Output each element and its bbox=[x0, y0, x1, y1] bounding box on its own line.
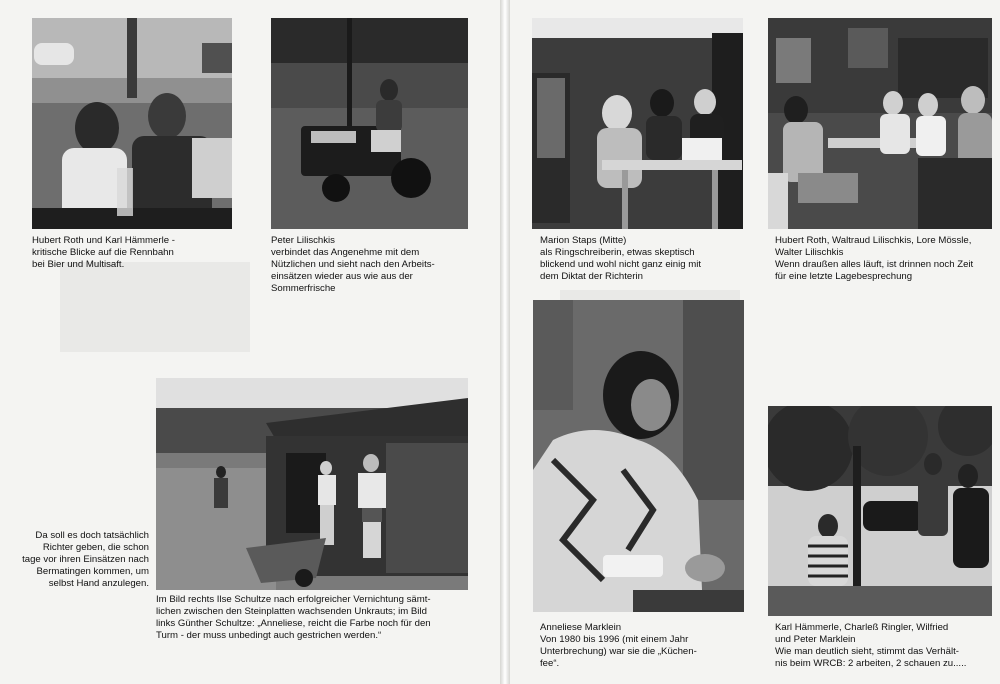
photo-ring-scribe bbox=[532, 18, 743, 229]
caption-photo-3-side: Da soll es doch tatsächlich Richter geben, die schon tage vor ihren Einsätzen nach Bermatingen kommen, um selbst Hand anzulegen. bbox=[22, 530, 149, 589]
photo-peter-tractor bbox=[271, 18, 468, 229]
photo-hubert-karl-beer bbox=[32, 18, 232, 229]
caption-photo-3: Im Bild rechts Ilse Schultze nach erfolgreicher Vernichtung sämt- lichen zwischen den Steinplatten wachsenden Unkrauts; im Bild links Günther Schultze: „Anneliese, reicht die Farbe noch für den Turm - der muss unbedingt auch gestrichen werden.“ bbox=[156, 594, 431, 641]
photo-outdoor-work bbox=[768, 406, 992, 616]
caption-photo-1: Hubert Roth und Karl Hämmerle - kritische Blicke auf die Rennbahn bei Bier und Multisaft. bbox=[32, 235, 175, 270]
caption-photo-2: Peter Lilischkis verbindet das Angenehme mit dem Nützlichen und sieht nach den Arbeits- einsätzen wieder aus wie aus der Sommerfrische bbox=[271, 235, 435, 294]
caption-photo-6: Anneliese Marklein Von 1980 bis 1996 (mit einem Jahr Unterbrechung) war sie die „Küchen- fee“. bbox=[540, 622, 697, 669]
photo-clubhouse-meeting bbox=[768, 18, 992, 229]
show-through-text bbox=[60, 262, 250, 352]
caption-photo-5: Hubert Roth, Waltraud Lilischkis, Lore Mössle, Walter Lilischkis Wenn draußen alles läuft, ist drinnen noch Zeit für eine letzte Lagebesprechung bbox=[775, 235, 974, 282]
caption-photo-7: Karl Hämmerle, Charleß Ringler, Wilfried und Peter Marklein Wie man deutlich sieht, stimmt das Verhält- nis beim WRCB: 2 arbeiten, 2 schauen zu..... bbox=[775, 622, 967, 669]
caption-photo-4: Marion Staps (Mitte) als Ringschreiberin, etwas skeptisch blickend und wohl nicht ganz einig mit dem Diktat der Richterin bbox=[540, 235, 702, 282]
book-gutter bbox=[500, 0, 510, 684]
photo-shed-work bbox=[156, 378, 468, 590]
photo-anneliese-kitchen bbox=[533, 300, 744, 612]
